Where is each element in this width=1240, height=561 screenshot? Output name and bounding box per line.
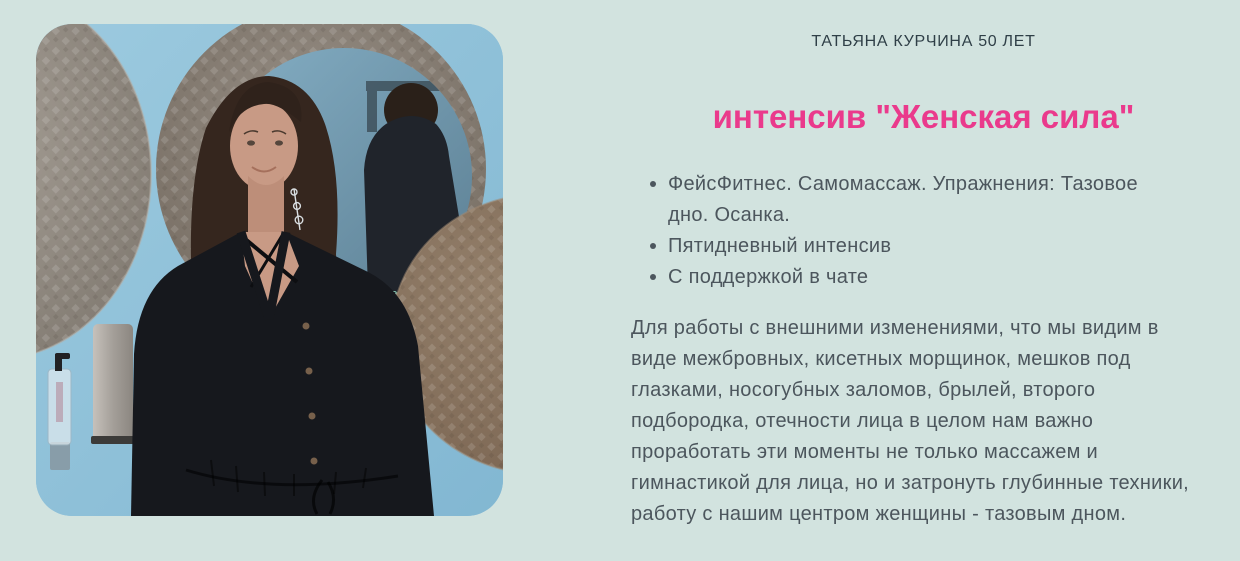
feature-item-label: С поддержкой в чате — [668, 266, 869, 288]
feature-list — [631, 169, 1173, 293]
towel-dispenser — [91, 324, 135, 444]
soap-dispenser — [48, 353, 71, 470]
feature-item-label: ФейсФитнес. Самомассаж. Упражнения: Тазовое дно. Осанка. — [668, 173, 1138, 226]
instructor-photo-illustration — [36, 24, 503, 516]
bullet-icon — [650, 243, 656, 249]
instructor-name: ТАТЬЯНА КУРЧИНА 50 ЛЕТ — [811, 33, 1036, 50]
course-description: Для работы с внешними изменениями, что мы видим в виде межбровных, кисетных морщинок, мешков под глазками, носогубных заломов, брылей, второго подбородка, отечности лица в целом нам важно проработать эти моменты не только массажем и гимнастикой для лица, но и затронуть глубинные техники, работу с нашим центром женщины - тазовым дном. — [631, 317, 1190, 525]
bullet-icon — [650, 274, 656, 280]
feature-item — [668, 169, 1173, 231]
course-info — [631, 24, 1216, 561]
course-title: интенсив "Женская сила" — [712, 98, 1135, 135]
feature-item — [668, 262, 1173, 293]
feature-item — [668, 231, 1173, 262]
feature-item-label: Пятидневный интенсив — [668, 235, 892, 257]
instructor-photo — [36, 24, 503, 516]
bullet-icon — [650, 181, 656, 187]
